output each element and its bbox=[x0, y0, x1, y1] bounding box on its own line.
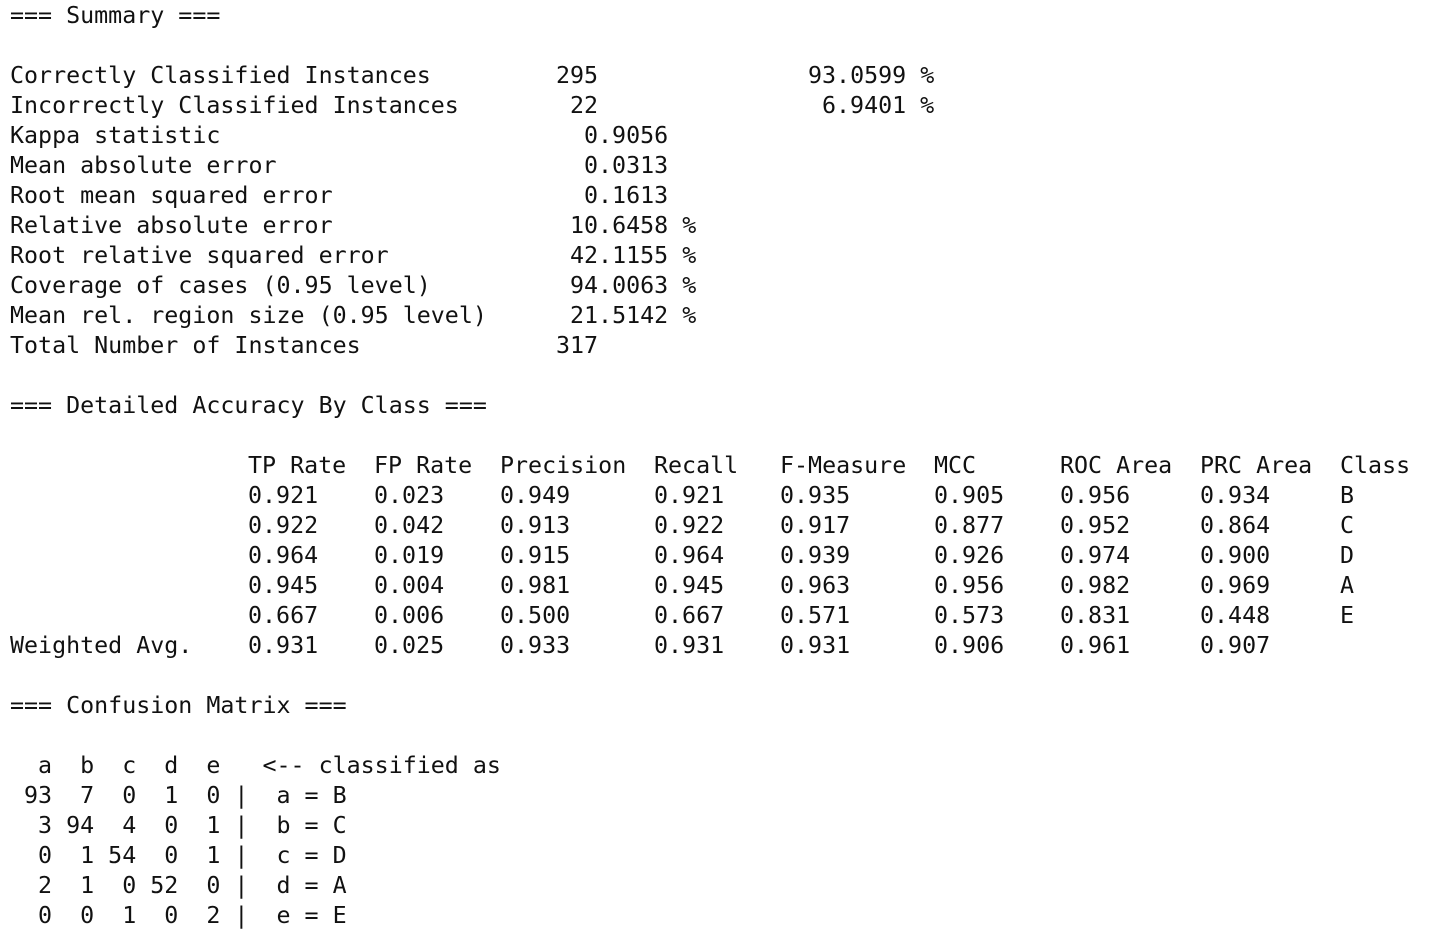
column-header: MCC bbox=[934, 452, 977, 479]
table-cell: 0.023 bbox=[374, 482, 445, 509]
table-cell: 0.025 bbox=[374, 632, 445, 659]
table-cell: 0.500 bbox=[500, 602, 571, 629]
table-cell: 0.922 bbox=[248, 512, 319, 539]
summary-percent: 6.9401 % bbox=[822, 92, 935, 119]
summary-label: Coverage of cases (0.95 level) bbox=[10, 272, 431, 299]
column-header: PRC Area bbox=[1200, 452, 1313, 479]
summary-value: 0.1613 bbox=[584, 182, 669, 209]
summary-label: Mean absolute error bbox=[10, 152, 277, 179]
column-header: Recall bbox=[654, 452, 739, 479]
table-cell: 0.981 bbox=[500, 572, 571, 599]
table-cell: 0.964 bbox=[248, 542, 319, 569]
summary-percent: 93.0599 % bbox=[808, 62, 935, 89]
table-cell: 0.042 bbox=[374, 512, 445, 539]
summary-value: 295 bbox=[556, 62, 599, 89]
table-cell: 0.573 bbox=[934, 602, 1005, 629]
summary-value: 0.9056 bbox=[584, 122, 669, 149]
table-cell: 0.931 bbox=[654, 632, 725, 659]
table-cell: 0.931 bbox=[780, 632, 851, 659]
summary-label: Mean rel. region size (0.95 level) bbox=[10, 302, 487, 329]
table-cell: 0.913 bbox=[500, 512, 571, 539]
column-header: ROC Area bbox=[1060, 452, 1173, 479]
confusion-row: 3 94 4 0 1 | b = C bbox=[10, 812, 347, 839]
table-cell: 0.907 bbox=[1200, 632, 1271, 659]
class-label: E bbox=[1340, 602, 1355, 629]
table-cell: 0.956 bbox=[934, 572, 1005, 599]
column-header: TP Rate bbox=[248, 452, 347, 479]
table-cell: 0.935 bbox=[780, 482, 851, 509]
summary-value: 21.5142 % bbox=[570, 302, 697, 329]
summary-label: Total Number of Instances bbox=[10, 332, 361, 359]
summary-value: 317 bbox=[556, 332, 599, 359]
table-cell: 0.945 bbox=[654, 572, 725, 599]
table-cell: 0.933 bbox=[500, 632, 571, 659]
table-cell: 0.939 bbox=[780, 542, 851, 569]
table-cell: 0.448 bbox=[1200, 602, 1271, 629]
summary-value: 0.0313 bbox=[584, 152, 669, 179]
table-cell: 0.964 bbox=[654, 542, 725, 569]
table-cell: 0.949 bbox=[500, 482, 571, 509]
class-label: D bbox=[1340, 542, 1355, 569]
column-header: Class bbox=[1340, 452, 1411, 479]
summary-label: Root mean squared error bbox=[10, 182, 333, 209]
table-cell: 0.934 bbox=[1200, 482, 1271, 509]
table-cell: 0.952 bbox=[1060, 512, 1131, 539]
summary-label: Correctly Classified Instances bbox=[10, 62, 431, 89]
table-cell: 0.982 bbox=[1060, 572, 1131, 599]
summary-label: Root relative squared error bbox=[10, 242, 389, 269]
confusion-row: 0 1 54 0 1 | c = D bbox=[10, 842, 347, 869]
table-cell: 0.961 bbox=[1060, 632, 1131, 659]
class-label: A bbox=[1340, 572, 1355, 599]
table-cell: 0.006 bbox=[374, 602, 445, 629]
table-cell: 0.974 bbox=[1060, 542, 1131, 569]
confusion-row: 2 1 0 52 0 | d = A bbox=[10, 872, 347, 899]
summary-header: === Summary === bbox=[10, 2, 221, 29]
summary-label: Kappa statistic bbox=[10, 122, 221, 149]
summary-value: 10.6458 % bbox=[570, 212, 697, 239]
summary-label: Relative absolute error bbox=[10, 212, 333, 239]
table-cell: 0.945 bbox=[248, 572, 319, 599]
table-cell: 0.905 bbox=[934, 482, 1005, 509]
summary-value: 94.0063 % bbox=[570, 272, 697, 299]
table-cell: 0.667 bbox=[654, 602, 725, 629]
column-header: Precision bbox=[500, 452, 627, 479]
weighted-avg-label: Weighted Avg. bbox=[10, 632, 193, 659]
table-cell: 0.922 bbox=[654, 512, 725, 539]
table-cell: 0.969 bbox=[1200, 572, 1271, 599]
class-label: B bbox=[1340, 482, 1355, 509]
confusion-column-header: a b c d e <-- classified as bbox=[10, 752, 501, 779]
table-cell: 0.915 bbox=[500, 542, 571, 569]
table-cell: 0.917 bbox=[780, 512, 851, 539]
confusion-row: 0 0 1 0 2 | e = E bbox=[10, 902, 347, 929]
table-cell: 0.956 bbox=[1060, 482, 1131, 509]
table-cell: 0.831 bbox=[1060, 602, 1131, 629]
table-cell: 0.921 bbox=[248, 482, 319, 509]
table-cell: 0.900 bbox=[1200, 542, 1271, 569]
table-cell: 0.667 bbox=[248, 602, 319, 629]
summary-value: 22 bbox=[570, 92, 599, 119]
column-header: FP Rate bbox=[374, 452, 473, 479]
table-cell: 0.906 bbox=[934, 632, 1005, 659]
summary-value: 42.1155 % bbox=[570, 242, 697, 269]
table-cell: 0.571 bbox=[780, 602, 851, 629]
table-cell: 0.931 bbox=[248, 632, 319, 659]
class-label: C bbox=[1340, 512, 1355, 539]
table-cell: 0.877 bbox=[934, 512, 1005, 539]
summary-label: Incorrectly Classified Instances bbox=[10, 92, 459, 119]
table-cell: 0.864 bbox=[1200, 512, 1271, 539]
table-cell: 0.004 bbox=[374, 572, 445, 599]
table-cell: 0.921 bbox=[654, 482, 725, 509]
column-header: F-Measure bbox=[780, 452, 907, 479]
detailed-accuracy-header: === Detailed Accuracy By Class === bbox=[10, 392, 487, 419]
confusion-row: 93 7 0 1 0 | a = B bbox=[10, 782, 347, 809]
table-cell: 0.019 bbox=[374, 542, 445, 569]
table-cell: 0.963 bbox=[780, 572, 851, 599]
confusion-matrix-header: === Confusion Matrix === bbox=[10, 692, 347, 719]
table-cell: 0.926 bbox=[934, 542, 1005, 569]
